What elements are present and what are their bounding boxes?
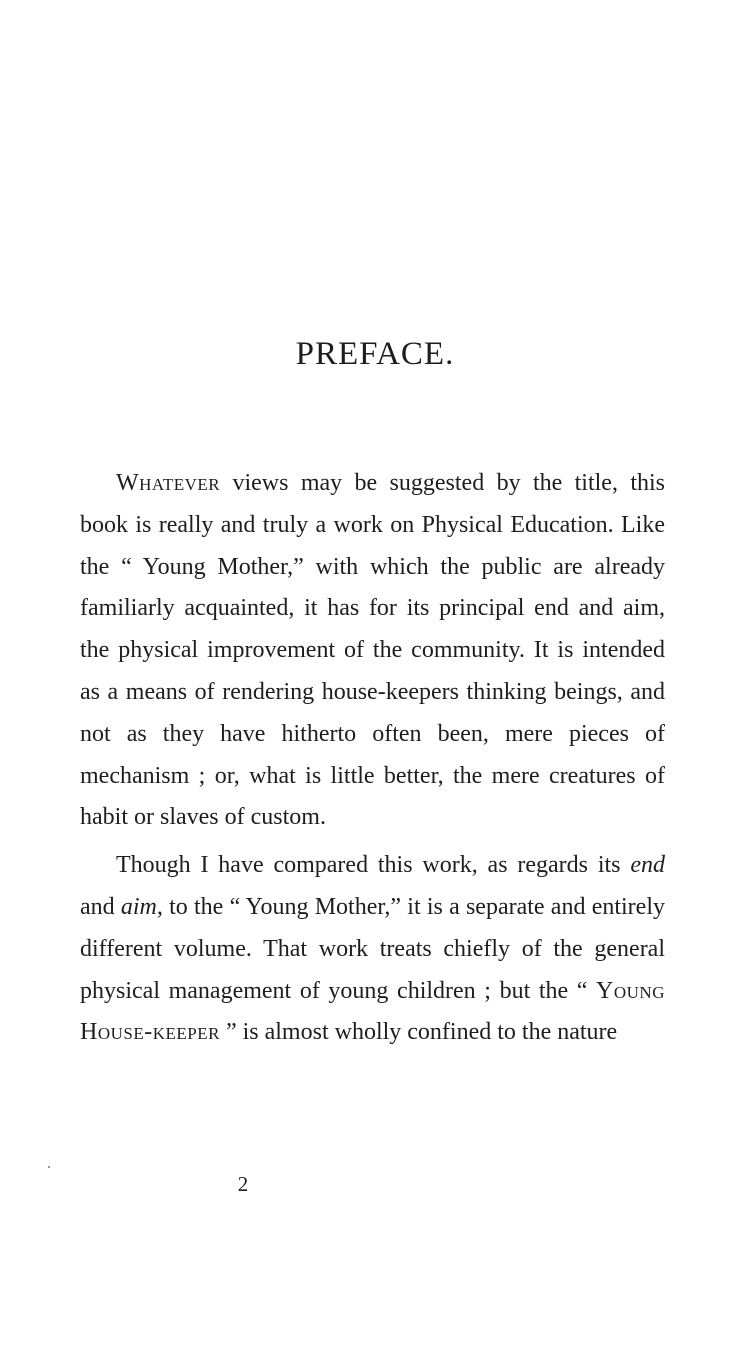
paper-speck <box>48 1166 50 1168</box>
italic-aim: aim, <box>120 893 163 920</box>
page-number: 2 <box>237 1172 249 1196</box>
preface-body <box>80 463 665 1054</box>
italic-end: end <box>630 852 665 879</box>
paragraph-2-text-a: Though I have compared this work, as regards its <box>116 852 631 879</box>
paragraph-2-text-c: to the “ Young Mother,” it is a separate and entirely different volume. That work treats chiefly of the general physical management of young children ; but the “ <box>80 893 665 1004</box>
lead-word-small-caps: Whatever <box>116 470 221 496</box>
paragraph-2 <box>80 845 665 1054</box>
paragraph-2-text-b: and <box>80 893 121 920</box>
paragraph-1 <box>80 463 665 839</box>
paragraph-1-text: views may be suggested by the title, this book is really and truly a work on Physical Education. Like the “ Young Mother,” with which the public are already familiarly acquainted, it has for its principal end and aim, the physical improvement of the community. It is intended as a means of rendering house-keepers thinking beings, and not as they have hitherto often been, mere pieces of mechanism ; or, what is little better, the mere creatures of habit or slaves of custom. <box>80 470 665 831</box>
paragraph-2-text-d: ” is almost wholly confined to the nature <box>219 1019 618 1046</box>
book-title-small-caps: Young House-keeper <box>80 977 665 1046</box>
page-title: PREFACE. <box>295 336 455 372</box>
